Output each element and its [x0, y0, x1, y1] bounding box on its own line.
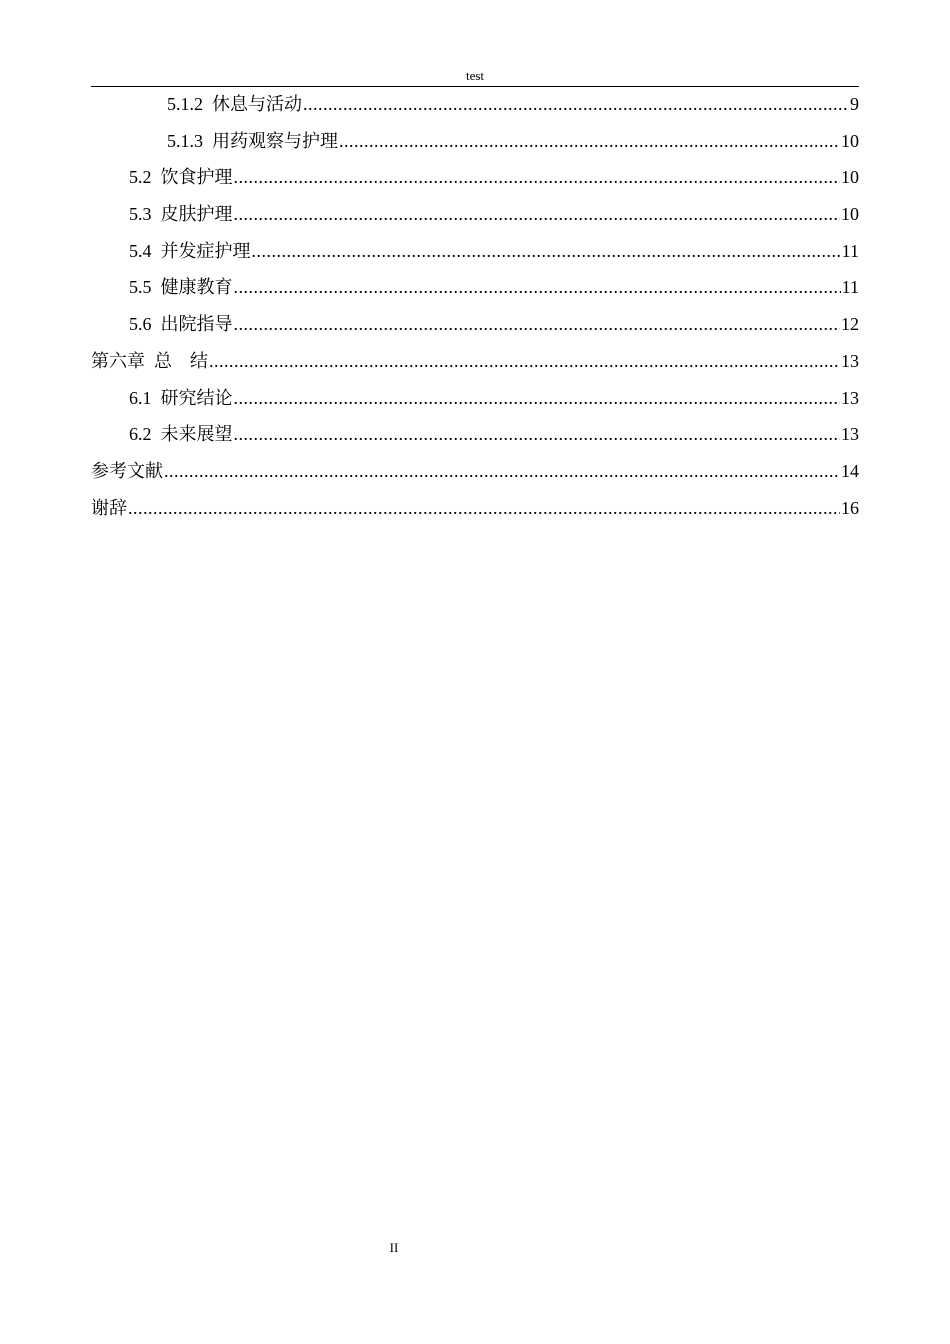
- toc-dot-leader: [234, 159, 841, 196]
- toc-dot-leader: [234, 416, 841, 453]
- toc-entry[interactable]: [91, 159, 859, 196]
- toc-entry-number: 5.1.2: [167, 94, 203, 114]
- toc-entry-number: 5.2: [129, 167, 152, 188]
- toc-entry-page: 11: [841, 277, 859, 298]
- toc-dot-leader: [234, 269, 841, 306]
- toc-dot-leader: [234, 306, 841, 343]
- toc-dot-leader: [234, 380, 841, 417]
- toc-entry-page: 14: [841, 460, 859, 481]
- toc-entry-page: 13: [841, 424, 859, 445]
- toc-entry-title: 总 结: [154, 350, 208, 371]
- toc-entry[interactable]: [91, 233, 859, 270]
- page-header: test: [91, 68, 859, 87]
- toc-entry-page: 16: [841, 497, 859, 518]
- toc-entry[interactable]: [91, 269, 859, 306]
- toc-entry[interactable]: [91, 380, 859, 417]
- toc-entry-title: 休息与活动: [212, 94, 302, 114]
- toc-dot-leader: [164, 453, 840, 490]
- page-number-footer: II: [389, 1240, 399, 1255]
- toc-entry-title: 并发症护理: [160, 240, 251, 261]
- toc-entry[interactable]: [91, 123, 859, 160]
- toc-dot-leader: [303, 86, 849, 123]
- toc-entry-title: 谢辞: [91, 497, 127, 518]
- toc-entry-number: 6.2: [129, 424, 152, 445]
- toc-entry-references[interactable]: [91, 453, 859, 490]
- toc-entry-number: 5.4: [129, 240, 152, 261]
- toc-entry-page: 13: [841, 350, 859, 371]
- toc-entry-title: 用药观察与护理: [212, 130, 338, 151]
- toc-entry-page: 10: [841, 204, 859, 225]
- toc-dot-leader: [128, 490, 840, 527]
- toc-entry[interactable]: [91, 416, 859, 453]
- toc-entry-title: 皮肤护理: [160, 204, 233, 225]
- toc-entry-number: 6.1: [129, 387, 152, 408]
- toc-entry-number: 第六章: [91, 350, 145, 371]
- toc-entry-acknowledgements[interactable]: [91, 490, 859, 527]
- toc-entry-title: 研究结论: [160, 387, 233, 408]
- toc-dot-leader: [234, 196, 841, 233]
- toc-entry-title: 健康教育: [160, 277, 233, 298]
- toc-dot-leader: [339, 123, 840, 160]
- toc-entry-page: 11: [841, 240, 859, 261]
- toc-entry-title: 未来展望: [160, 424, 233, 445]
- toc-entry-title: 饮食护理: [160, 167, 233, 188]
- toc-dot-leader: [252, 233, 841, 270]
- toc-entry-page: 10: [841, 167, 859, 188]
- toc-entry-chapter[interactable]: [91, 343, 859, 380]
- toc-entry-title: 出院指导: [160, 314, 233, 335]
- toc-entry-page: 10: [841, 130, 859, 151]
- toc-entry-number: 5.1.3: [167, 130, 203, 151]
- toc-dot-leader: [209, 343, 840, 380]
- toc-entry[interactable]: [91, 306, 859, 343]
- toc-entry-number: 5.5: [129, 277, 152, 298]
- toc-entry-number: 5.6: [129, 314, 152, 335]
- table-of-contents: [91, 86, 859, 526]
- toc-entry[interactable]: [91, 86, 859, 123]
- toc-entry-page: 9: [850, 94, 859, 114]
- toc-entry-page: 13: [841, 387, 859, 408]
- toc-entry[interactable]: [91, 196, 859, 233]
- toc-entry-number: 5.3: [129, 204, 152, 225]
- toc-entry-page: 12: [841, 314, 859, 335]
- toc-entry-title: 参考文献: [91, 460, 163, 481]
